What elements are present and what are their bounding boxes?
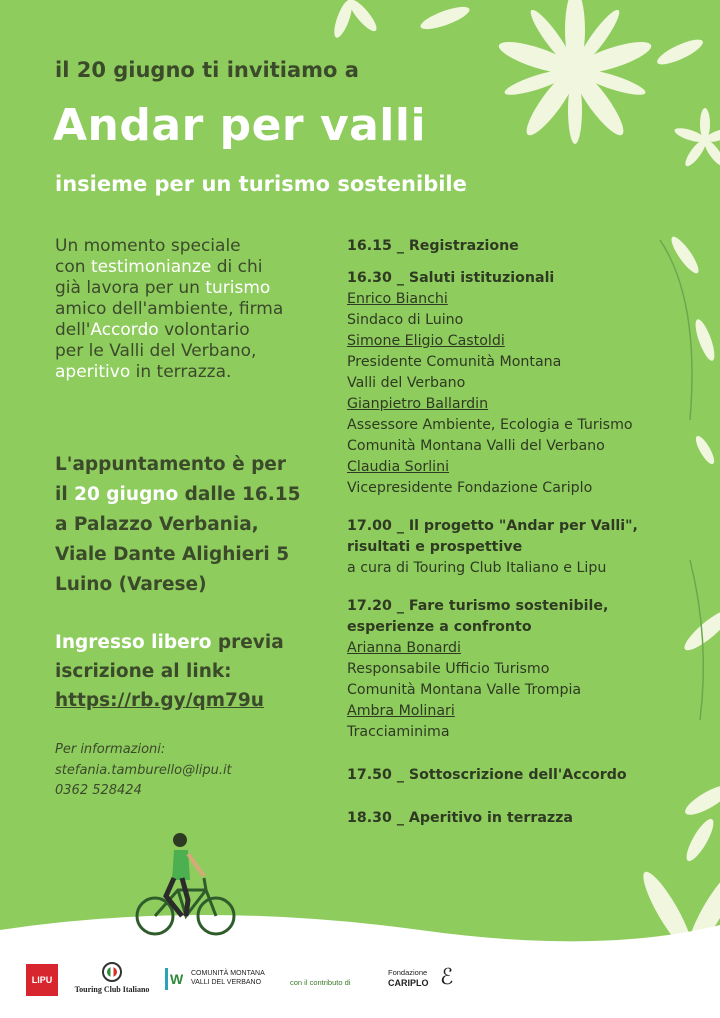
cariplo-text-2: CARIPLO xyxy=(388,978,429,988)
intro-line: per le Valli del Verbano, xyxy=(55,341,257,361)
program-item: 16.30 _ Saluti istituzionali Enrico Bianchi Sindaco di Luino Simone Eligio Castoldi Presidente Comunità Montana Valli del Verbano Gianpietro Ballardin Assessore Ambiente, Ecologia e Turismo Comunità Montana Valli del Verbano Claudia Sorlini Vicepresidente Fondazione Cariplo xyxy=(347,270,633,496)
cariplo-logo xyxy=(388,965,458,998)
appointment-line: Luino (Varese) xyxy=(55,574,207,595)
touring-emblem-icon xyxy=(102,962,122,982)
intro-line: già lavora per un turismo xyxy=(55,278,271,298)
registration-link[interactable]: https://rb.gy/qm79u xyxy=(55,690,264,711)
contact-info xyxy=(55,740,232,802)
comunita-montana-icon: W xyxy=(165,968,188,990)
registration-line: Ingresso libero previa xyxy=(55,632,284,653)
cariplo-text-1: Fondazione xyxy=(388,968,428,977)
program-item: 16.15 _ Registrazione xyxy=(347,238,519,254)
pre-title: il 20 giugno ti invitiamo a xyxy=(55,58,359,82)
cyclist-illustration xyxy=(130,828,240,938)
intro-line: aperitivo in terrazza. xyxy=(55,362,232,382)
touring-logo-text: Touring Club Italiano xyxy=(74,985,150,994)
contact-label: Per informazioni: xyxy=(55,742,166,757)
intro-line: Un momento speciale xyxy=(55,236,241,256)
registration-line: iscrizione al link: xyxy=(55,661,232,682)
program-item: 17.50 _ Sottoscrizione dell'Accordo xyxy=(347,767,627,783)
comunita-montana-logo xyxy=(165,968,265,994)
contact-email[interactable]: stefania.tamburello@lipu.it xyxy=(55,762,232,778)
intro-line: amico dell'ambiente, firma xyxy=(55,299,284,319)
appointment-line: il 20 giugno dalle 16.15 xyxy=(55,484,301,505)
program-item: 17.20 _ Fare turismo sostenibile, esperienze a confronto Arianna Bonardi Responsabile Ufficio Turismo Comunità Montana Valle Trompia Ambra Molinari Tracciaminima xyxy=(347,598,609,740)
lipu-logo xyxy=(26,964,58,996)
page-subtitle: insieme per un turismo sostenibile xyxy=(55,172,467,196)
contact-phone: 0362 528424 xyxy=(55,783,142,798)
intro-line: dell'Accordo volontario xyxy=(55,320,250,340)
appointment-line: a Palazzo Verbania, xyxy=(55,514,259,535)
appointment-line: L'appuntamento è per xyxy=(55,454,286,475)
appointment-line: Viale Dante Alighieri 5 xyxy=(55,544,290,565)
intro-line: con testimonianze di chi xyxy=(55,257,263,277)
program-item: 18.30 _ Aperitivo in terrazza xyxy=(347,810,574,826)
program-item: 17.00 _ Il progetto "Andar per Valli", risultati e prospettive a cura di Touring Club Italiano e Lipu xyxy=(347,518,638,576)
page-title: Andar per valli xyxy=(53,100,427,151)
comunita-montana-text-2: VALLI DEL VERBANO xyxy=(191,979,262,986)
touring-logo xyxy=(72,962,152,1002)
footer-logos xyxy=(0,938,720,1018)
contribution-label: con il contributo di xyxy=(290,978,351,987)
comunita-montana-text-1: COMUNITÀ MONTANA xyxy=(191,970,265,977)
cariplo-emblem-icon: ℰ xyxy=(440,965,454,990)
lipu-logo-text: LIPU xyxy=(31,975,53,985)
appointment-details xyxy=(55,450,325,600)
registration-info xyxy=(55,628,325,715)
program-schedule xyxy=(347,236,677,840)
intro-text xyxy=(55,236,320,383)
